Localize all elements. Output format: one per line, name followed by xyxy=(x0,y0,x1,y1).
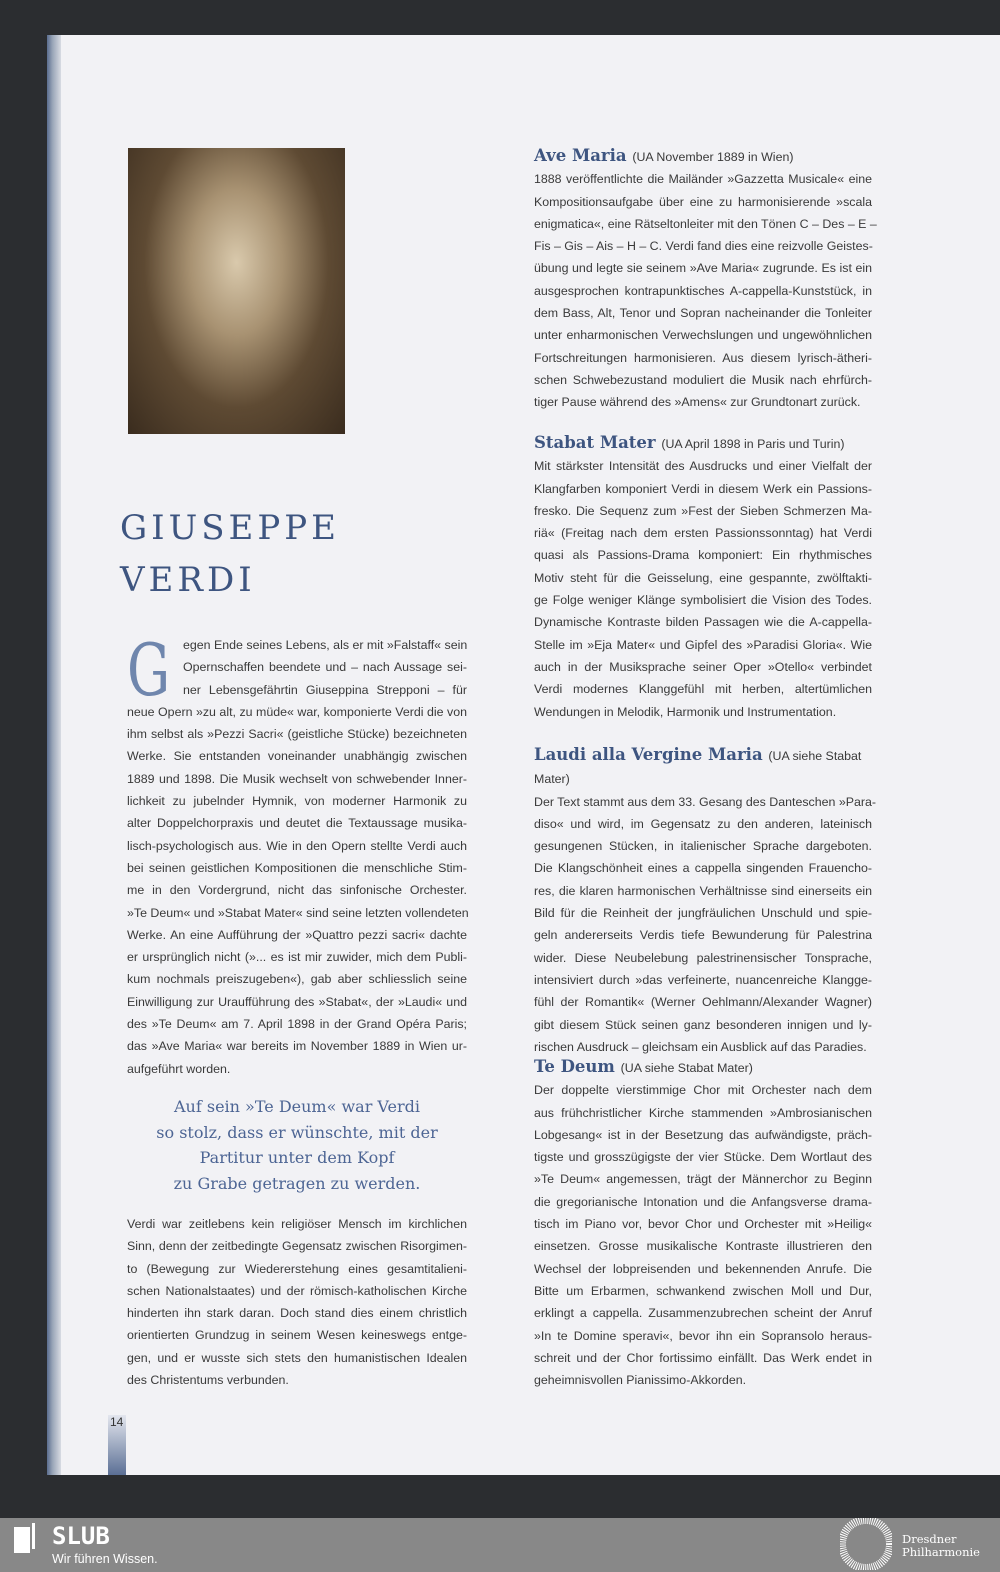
verdi-portrait-photo xyxy=(128,148,345,434)
title-last-name xyxy=(120,560,256,600)
text-line: Wendungen in Melodik, Harmonik und Instrumentation. xyxy=(534,704,837,719)
text-line: ihm selbst als »Pezzi Sacri« (geistliche Stücke) bezeichneten xyxy=(127,727,467,742)
outro-paragraph xyxy=(127,1213,467,1391)
text-line: egen Ende seines Lebens, als er mit »Falstaff« sein xyxy=(183,638,468,652)
text-line: to (Bewegung zur Wiedererstehung eines gesamtitalieni- xyxy=(127,1261,467,1276)
quote-line: zu Grabe getragen zu werden. xyxy=(173,1173,421,1193)
text-line: ge Folge weniger Klänge symbolisiert die Vision des Todes. xyxy=(534,593,872,608)
text-line: 1889 und 1898. Die Musik wechselt von schwebender Inner- xyxy=(127,771,467,786)
text-line: tisch im Piano vor, bevor Chor und Orchester mit »Heilig« xyxy=(534,1217,872,1232)
slub-logo-text: SLUB xyxy=(52,1522,110,1550)
section-heading xyxy=(534,744,872,791)
text-line: gibt diesem Stück seinen ganz besonderen innigen und ly- xyxy=(534,1017,872,1032)
section-title: Stabat Mater xyxy=(534,433,656,452)
partner-line-1: Dresdner xyxy=(902,1532,957,1546)
text-line: Klangfarben komponiert Verdi in diesem Werk ein Passions- xyxy=(534,481,872,496)
text-line: Kompositionsaufgabe über eine zu harmonisierende »scala xyxy=(534,194,872,209)
text-line: lisch-psychologisch aus. Wie in den Opern stellte Verdi auch xyxy=(127,838,467,853)
philharmonie-logo-text xyxy=(902,1533,980,1559)
section-title: Laudi alla Vergine Maria xyxy=(534,745,763,764)
quote-line: so stolz, dass er wünschte, mit der xyxy=(156,1122,438,1142)
section-laudi xyxy=(534,744,877,1058)
slub-logo-icon xyxy=(12,1522,38,1554)
page-number: 14 xyxy=(108,1415,126,1475)
text-line: das »Ave Maria« war bereits im November 1889 in Wien ur- xyxy=(127,1039,467,1054)
text-line: fresko. Die Sequenz zum »Fest der Sieben Schmerzen Ma- xyxy=(534,503,872,518)
text-line: schen Schwebezustand moduliert die Musik nach ehrfürch- xyxy=(534,372,872,387)
text-line: Der Text stammt aus dem 33. Gesang des Danteschen »Para- xyxy=(534,794,877,809)
text-line: Werke. Sie entstanden voneinander unabhängig zwischen xyxy=(127,749,467,764)
text-line: gesungenen Stücken, in italienischer Sprache dargeboten. xyxy=(534,839,872,854)
text-line: Stelle im »Eja Mater« und Gipfel des »Paradisi Gloria«. Wie xyxy=(534,637,872,652)
page-spine xyxy=(47,35,61,1475)
text-line: dem Bass, Alt, Tenor und Sopran nacheinander die Tonleiter xyxy=(534,306,872,321)
text-line: »In te Domine speravi«, bevor ihn ein Sopransolo heraus- xyxy=(534,1328,872,1343)
text-line: fühl der Romantik« (Werner Oehlmann/Alexander Wagner) xyxy=(534,995,872,1010)
section-subtitle: (UA siehe Stabat Mater) xyxy=(534,749,862,787)
section-ave-maria xyxy=(534,145,877,414)
text-line: ausgesprochen kontrapunktisches A-cappella-Kunststück, in xyxy=(534,283,872,298)
intro-paragraph xyxy=(127,628,469,1080)
text-line: Lobgesang« ist in der Besetzung das aufwändigste, präch- xyxy=(534,1127,872,1142)
text-line: »Te Deum« angemessen, trägt der Männerchor zu Beginn xyxy=(534,1172,872,1187)
section-subtitle: (UA April 1898 in Paris und Turin) xyxy=(661,437,845,451)
text-line: 1888 veröffentlichte die Mailänder »Gazzetta Musicale« eine xyxy=(534,172,872,187)
quote-line: Auf sein »Te Deum« war Verdi xyxy=(173,1097,420,1116)
text-line: er ursprünglich nicht (»... es ist mir zuwider, mich dem Publi- xyxy=(127,950,467,965)
text-line: Wechsel der lobpreisenden und bekennenden Anrufe. Die xyxy=(534,1261,872,1276)
section-subtitle: (UA November 1889 in Wien) xyxy=(632,150,794,164)
slub-tagline: Wir führen Wissen. xyxy=(52,1552,158,1566)
text-line: neue Opern »zu alt, zu müde« war, komponierte Verdi die von xyxy=(127,704,467,719)
text-line: erklingt a cappella. Zusammenzubrechen scheint der Anruf xyxy=(534,1306,872,1321)
text-line: tigste und grosszügigste der vier Stücke. Dem Wortlaut des xyxy=(534,1150,872,1165)
text-line: Der doppelte vierstimmige Chor mit Orchester nach dem xyxy=(534,1083,872,1098)
text-line: schreit und der Chor fortissimo einfällt. Das Werk endet in xyxy=(534,1350,872,1365)
title-first-name-text: GIUSEPPE xyxy=(120,508,340,548)
section-title: Te Deum xyxy=(534,1057,615,1076)
text-line: einsetzen. Grosse musikalische Kontraste illustrieren den xyxy=(534,1239,872,1254)
text-line: riä« (Freitag nach dem ersten Passionssonntag) hat Verdi xyxy=(534,526,872,541)
drop-cap: G xyxy=(127,628,171,712)
section-heading xyxy=(534,432,872,455)
text-line: Die Klangschönheit eines a cappella singenden Frauencho- xyxy=(534,861,872,876)
text-line: quasi als Passions-Drama komponiert: Ein rhythmisches xyxy=(534,548,872,563)
text-line: Dynamische Kontraste bilden Passagen wie die A-cappella- xyxy=(534,615,872,630)
text-line: kum nochmals preiszugeben«), gab aber schliesslich seine xyxy=(127,972,467,987)
text-line: des Christentums verbunden. xyxy=(127,1373,289,1388)
section-subtitle: (UA siehe Stabat Mater) xyxy=(620,1061,753,1075)
text-line: »Te Deum« und »Stabat Mater« sind seine letzten vollendeten xyxy=(127,905,469,920)
text-line: unter enharmonischen Verwechslungen und ungewöhnlichen xyxy=(534,328,872,343)
text-line: Bitte um Erbarmen, schwankend zwischen Moll und Dur, xyxy=(534,1283,872,1298)
text-line: übung und legte sie seinem »Ave Maria« zugrunde. Es ist ein xyxy=(534,261,872,276)
text-line: enigmatica«, eine Rätseltonleiter mit den Tönen C – Des – E – xyxy=(534,216,877,231)
text-line: Einwilligung zur Uraufführung des »Stabat«, der »Laudi« und xyxy=(127,994,467,1009)
section-title: Ave Maria xyxy=(534,146,627,165)
text-line: me in den Vordergrund, nicht das sinfonische Orchester. xyxy=(127,883,467,898)
text-line: Fortschreitungen harmonisieren. Aus diesem lyrisch-ätheri- xyxy=(534,350,872,365)
text-line: auch in der Musiksprache seiner Oper »Otello« verbindet xyxy=(534,659,872,674)
text-line: Verdi war zeitlebens kein religiöser Mensch im kirchlichen xyxy=(127,1217,467,1231)
text-line: Fis – Gis – Ais – H – C. Verdi fand dies eine reizvolle Geistes- xyxy=(534,239,873,254)
text-line: schen Nationalstaates) und der römisch-katholischen Kirche xyxy=(127,1283,467,1298)
text-line: lichkeit zu jubelnder Hymnik, von moderner Harmonik zu xyxy=(127,794,467,809)
text-line: aus frühchristlicher Kirche stammenden »Ambrosianischen xyxy=(534,1105,872,1120)
text-line: tiger Pause während des »Amens« zur Grundtonart zurück. xyxy=(534,395,861,410)
text-line: Opernschaffen beendete und – nach Aussage sei- xyxy=(183,660,467,675)
text-line: Mit stärkster Intensität des Ausdrucks und einer Vielfalt der xyxy=(534,459,872,474)
text-line: res, die klaren harmonischen Verhältnisse sind einerseits ein xyxy=(534,883,872,898)
text-line: rischen Ausdruck – gleichsam ein Ausblick auf das Paradies. xyxy=(534,1039,867,1054)
section-te-deum xyxy=(534,1056,872,1391)
text-line: geln andererseits Verdis tiefe Bewunderung für Palestrina xyxy=(534,928,872,943)
text-line: wider. Diese Neubelebung palestrinensischer Tonsprache, xyxy=(534,950,872,965)
text-line: alter Doppelchorpraxis und deutet die Textaussage musika- xyxy=(127,816,467,831)
section-stabat-mater xyxy=(534,432,872,723)
text-line: ner Lebensgefährtin Giuseppina Strepponi – für xyxy=(183,682,467,697)
text-line: geheimnisvollen Pianissimo-Akkorden. xyxy=(534,1373,747,1388)
text-line: Sinn, denn der zeitbedingte Gegensatz zwischen Risorgimen- xyxy=(127,1239,467,1254)
text-line: des »Te Deum« am 7. April 1898 in der Grand Opéra Paris; xyxy=(127,1017,467,1032)
text-line: die gregorianische Intonation und die Anfangsverse drama- xyxy=(534,1194,872,1209)
title-last-name-text: VERDI xyxy=(120,560,256,600)
section-heading xyxy=(534,145,872,168)
partner-line-2: Philharmonie xyxy=(902,1545,980,1559)
text-line: Werke. An eine Aufführung der »Quattro pezzi sacri« dachte xyxy=(127,927,467,942)
pull-quote xyxy=(127,1094,467,1196)
section-heading xyxy=(534,1056,872,1079)
philharmonie-logo-icon xyxy=(840,1518,892,1570)
text-line: bei seinen geistlichen Kompositionen die menschliche Stim- xyxy=(127,860,467,875)
text-line: aufgeführt worden. xyxy=(127,1061,231,1076)
text-line: hinderten ihn stark daran. Doch stand dies einem christlich xyxy=(127,1306,467,1321)
text-line: intensiviert durch »das verfeinerte, nuancenreiche Klangge- xyxy=(534,972,872,987)
text-line: orientierten Grundzug in seinem Wesen keineswegs entge- xyxy=(127,1328,467,1343)
text-line: Verdi modernes Klanggefühl mit herben, altertümlichen xyxy=(534,682,872,697)
text-line: Bild für die Reinheit der jungfräulichen Unschuld und spie- xyxy=(534,906,872,921)
text-line: Motiv steht für die Geisselung, eine gespannte, zwölftakti- xyxy=(534,570,872,585)
text-line: diso« und wird, im Gegensatz zu den anderen, lateinisch xyxy=(534,816,872,831)
title-first-name xyxy=(120,508,340,548)
quote-line: Partitur unter dem Kopf xyxy=(199,1148,395,1168)
text-line: gen, und er wusste sich stets den humanistischen Idealen xyxy=(127,1350,467,1365)
